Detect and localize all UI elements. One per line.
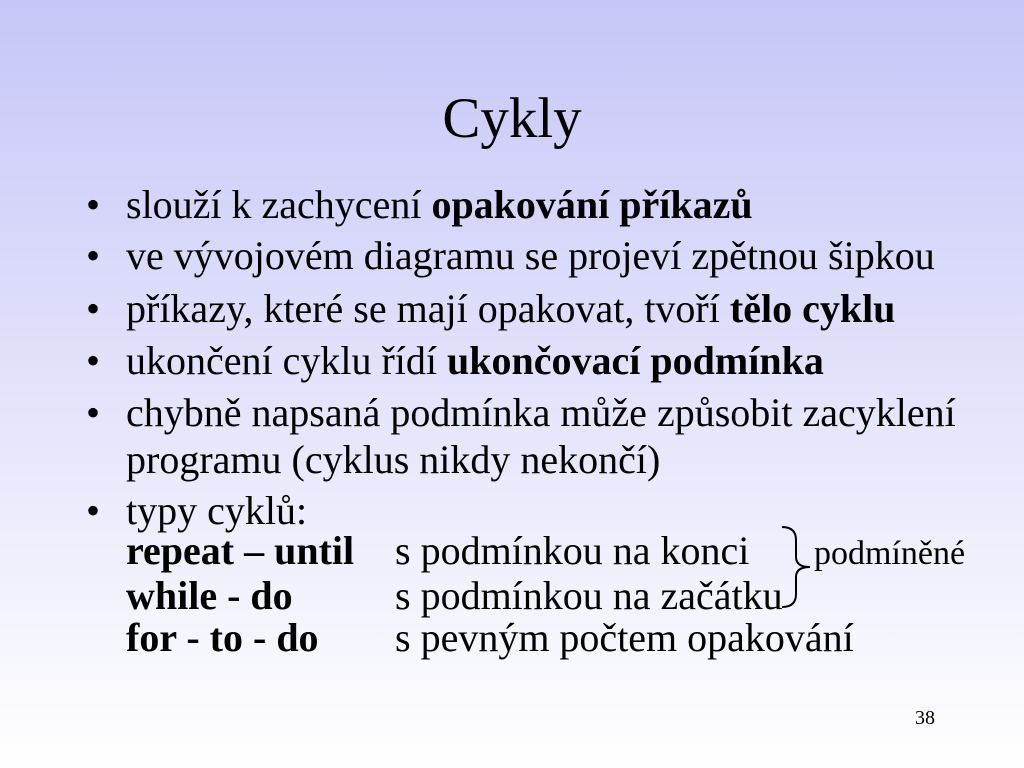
bullet-item-2 — [126, 233, 935, 279]
bullet-text: slouží k zachycení — [126, 182, 432, 227]
bullet-icon: • — [86, 233, 101, 278]
slide-title: Cykly — [442, 87, 582, 150]
bullet-item-6: typy cyklů: — [126, 488, 308, 533]
bullet-icon: • — [86, 286, 101, 331]
page-number: 38 — [915, 707, 935, 729]
bullet-item-3 — [126, 286, 895, 332]
bullet-icon: • — [86, 182, 101, 227]
loop-type-desc: s podmínkou na začátku — [395, 573, 783, 618]
bullet-icon: • — [86, 488, 101, 533]
loop-type-name: while - do — [126, 573, 293, 618]
bullet-icon: • — [86, 390, 101, 435]
loop-type-name: repeat – until — [126, 528, 355, 573]
bullet-item-1 — [126, 182, 753, 228]
bullet-text: ukončení cyklu řídí — [126, 338, 448, 383]
bullet-text: ve vývojovém diagramu se projeví zpětnou šipkou — [126, 233, 935, 278]
loop-type-desc: s podmínkou na konci — [395, 528, 750, 573]
brace-label: podmíněné — [814, 535, 966, 572]
bullet-text-bold: opakování příkazů — [431, 182, 753, 227]
bullet-text-bold: ukončovací podmínka — [447, 338, 824, 383]
bullet-item-5-continuation: programu (cyklus nikdy nekončí) — [126, 437, 661, 482]
bullet-text-bold: tělo cyklu — [729, 286, 896, 331]
loop-type-name: for - to - do — [126, 615, 319, 660]
loop-type-desc: s pevným počtem opakování — [395, 615, 854, 660]
bullet-item-4 — [126, 338, 824, 384]
curly-brace-icon — [776, 524, 816, 610]
bullet-text: příkazy, které se mají opakovat, tvoří — [126, 286, 730, 331]
bullet-icon: • — [86, 338, 101, 383]
bullet-item-5: chybně napsaná podmínka může způsobit zacyklení — [126, 390, 956, 435]
